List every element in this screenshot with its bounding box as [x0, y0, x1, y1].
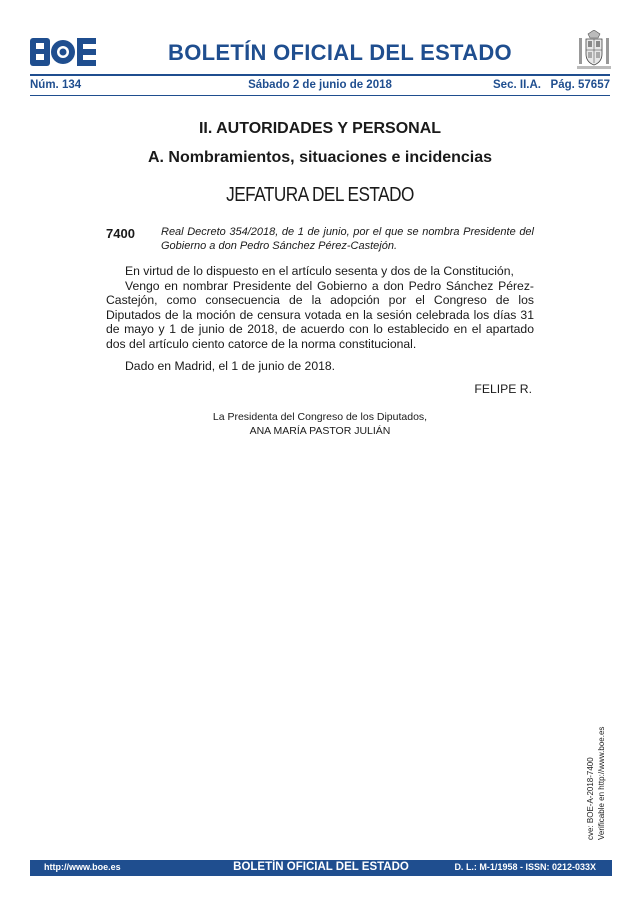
footer-url-link[interactable]: http://www.boe.es — [44, 862, 121, 872]
issue-date: Sábado 2 de junio de 2018 — [248, 79, 392, 91]
royal-signature: FELIPE R. — [474, 382, 532, 396]
header-rule — [30, 74, 610, 76]
section-page: Sec. II.A. Pág. 57657 — [493, 79, 610, 91]
footer-title: BOLETÍN OFICIAL DEL ESTADO — [233, 861, 409, 873]
meta-rule — [30, 95, 610, 96]
spain-coat-of-arms-icon — [576, 30, 612, 70]
section-heading: II. AUTORIDADES Y PERSONAL — [198, 120, 442, 137]
dado-line: Dado en Madrid, el 1 de junio de 2018. — [125, 359, 336, 373]
decree-body — [106, 264, 534, 352]
decree-number: 7400 — [106, 226, 135, 241]
verify-link[interactable]: Verificable en http://www.boe.es — [597, 726, 606, 840]
subsection-heading: A. Nombramientos, situaciones e incidencias — [147, 149, 493, 166]
decree-title: Real Decreto 354/2018, de 1 de junio, por el que se nombra Presidente del Gobierno a don Pedro Sánchez Pérez-Castejón. — [161, 226, 534, 252]
organization-heading: JEFATURA DEL ESTADO — [226, 184, 414, 206]
verification-side-text — [585, 700, 627, 840]
cve-code: cve: BOE-A-2018-7400 — [586, 757, 595, 840]
header-title: BOLETÍN OFICIAL DEL ESTADO — [168, 40, 512, 65]
countersign-name: ANA MARÍA PASTOR JULIÁN — [249, 425, 391, 437]
footer-bar — [30, 860, 612, 876]
boe-logo — [30, 38, 96, 66]
issue-number: Núm. 134 — [30, 79, 82, 91]
body-paragraph: En virtud de lo dispuesto en el artículo sesenta y dos de la Constitución, — [125, 264, 514, 278]
countersign-role: La Presidenta del Congreso de los Diputados, — [212, 411, 428, 423]
countersignature — [0, 410, 640, 438]
footer-legal: D. L.: M-1/1958 - ISSN: 0212-033X — [454, 862, 596, 872]
body-paragraph: Vengo en nombrar Presidente del Gobierno a don Pedro Sánchez Pérez-Castejón, como consecuencia de la adopción por el Congreso de los Diputados de la moción de censura votada en la sesión celebrada los días 31 de mayo y 1 de junio de 2018, de acuerdo con lo establecido en el apartado dos del artículo ciento catorce de la norma constitucional. — [106, 278, 534, 351]
